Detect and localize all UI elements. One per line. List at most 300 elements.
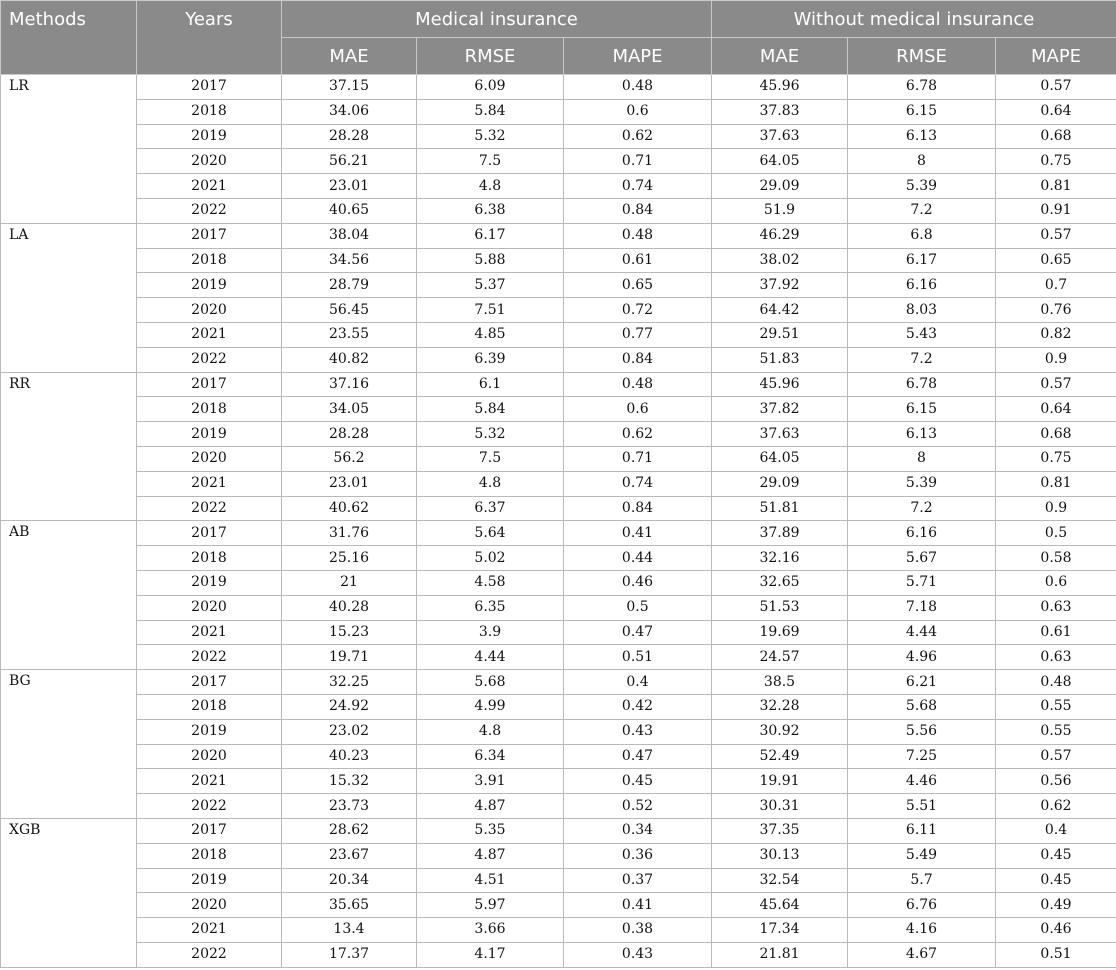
mape-without-cell: 0.57 <box>996 75 1116 100</box>
mae-medical-cell: 25.16 <box>282 546 417 571</box>
year-cell: 2020 <box>137 298 282 323</box>
mae-medical-cell: 23.73 <box>282 794 417 819</box>
mae-without-cell: 29.09 <box>712 174 848 199</box>
mae-without-cell: 38.02 <box>712 248 848 273</box>
year-cell: 2017 <box>137 818 282 843</box>
mae-medical-cell: 23.67 <box>282 843 417 868</box>
mae-medical-cell: 24.92 <box>282 694 417 719</box>
mape-medical-cell: 0.62 <box>564 124 712 149</box>
year-cell: 2019 <box>137 719 282 744</box>
mape-medical-cell: 0.84 <box>564 198 712 223</box>
rmse-medical-cell: 6.34 <box>417 744 564 769</box>
year-cell: 2022 <box>137 942 282 967</box>
mae-medical-cell: 23.02 <box>282 719 417 744</box>
method-cell: LA <box>1 223 137 372</box>
rmse-without-cell: 6.17 <box>848 248 996 273</box>
rmse-without-cell: 6.13 <box>848 124 996 149</box>
mape-medical-cell: 0.84 <box>564 496 712 521</box>
rmse-medical-cell: 4.87 <box>417 843 564 868</box>
rmse-medical-cell: 4.99 <box>417 694 564 719</box>
table-row <box>1 347 1116 372</box>
mae-without-cell: 17.34 <box>712 918 848 943</box>
table-row <box>1 868 1116 893</box>
mape-without-cell: 0.68 <box>996 124 1116 149</box>
method-cell: LR <box>1 75 137 224</box>
rmse-without-cell: 6.76 <box>848 893 996 918</box>
year-cell: 2018 <box>137 248 282 273</box>
mape-without-cell: 0.48 <box>996 670 1116 695</box>
mae-medical-cell: 40.65 <box>282 198 417 223</box>
table-row <box>1 843 1116 868</box>
method-cell: BG <box>1 670 137 819</box>
rmse-without-cell: 5.39 <box>848 471 996 496</box>
rmse-without-cell: 5.39 <box>848 174 996 199</box>
mae-medical-cell: 15.23 <box>282 620 417 645</box>
rmse-without-cell: 4.16 <box>848 918 996 943</box>
year-cell: 2019 <box>137 570 282 595</box>
rmse-medical-cell: 7.51 <box>417 298 564 323</box>
rmse-medical-cell: 4.8 <box>417 471 564 496</box>
year-cell: 2019 <box>137 868 282 893</box>
mape-without-cell: 0.46 <box>996 918 1116 943</box>
mape-without-cell: 0.55 <box>996 719 1116 744</box>
mape-without-cell: 0.75 <box>996 446 1116 471</box>
mae-medical-cell: 37.15 <box>282 75 417 100</box>
table-row <box>1 595 1116 620</box>
mape-medical-cell: 0.71 <box>564 446 712 471</box>
year-cell: 2017 <box>137 372 282 397</box>
mae-header-medical: MAE <box>282 38 417 75</box>
mae-medical-cell: 34.56 <box>282 248 417 273</box>
mae-medical-cell: 34.06 <box>282 99 417 124</box>
table-row <box>1 248 1116 273</box>
method-cell: RR <box>1 372 137 521</box>
year-cell: 2021 <box>137 471 282 496</box>
mape-without-cell: 0.57 <box>996 744 1116 769</box>
mape-without-cell: 0.76 <box>996 298 1116 323</box>
year-cell: 2021 <box>137 322 282 347</box>
mae-without-cell: 37.63 <box>712 124 848 149</box>
year-cell: 2019 <box>137 422 282 447</box>
rmse-medical-cell: 6.39 <box>417 347 564 372</box>
mape-without-cell: 0.56 <box>996 769 1116 794</box>
mae-without-cell: 51.83 <box>712 347 848 372</box>
rmse-without-cell: 7.2 <box>848 496 996 521</box>
year-cell: 2022 <box>137 198 282 223</box>
mae-without-cell: 29.51 <box>712 322 848 347</box>
mae-medical-cell: 13.4 <box>282 918 417 943</box>
mape-medical-cell: 0.44 <box>564 546 712 571</box>
mape-without-cell: 0.81 <box>996 471 1116 496</box>
mae-without-cell: 21.81 <box>712 942 848 967</box>
without-medical-insurance-header: Without medical insurance <box>712 1 1116 38</box>
year-cell: 2019 <box>137 124 282 149</box>
rmse-without-cell: 6.21 <box>848 670 996 695</box>
mae-medical-cell: 37.16 <box>282 372 417 397</box>
mae-medical-cell: 40.23 <box>282 744 417 769</box>
rmse-medical-cell: 3.66 <box>417 918 564 943</box>
year-cell: 2017 <box>137 521 282 546</box>
mape-medical-cell: 0.48 <box>564 75 712 100</box>
rmse-without-cell: 6.11 <box>848 818 996 843</box>
table-row <box>1 570 1116 595</box>
mape-medical-cell: 0.74 <box>564 471 712 496</box>
rmse-medical-cell: 7.5 <box>417 149 564 174</box>
mae-without-cell: 51.81 <box>712 496 848 521</box>
rmse-without-cell: 7.2 <box>848 347 996 372</box>
mape-medical-cell: 0.4 <box>564 670 712 695</box>
mape-without-cell: 0.64 <box>996 397 1116 422</box>
rmse-without-cell: 7.2 <box>848 198 996 223</box>
year-cell: 2018 <box>137 694 282 719</box>
mae-medical-cell: 28.62 <box>282 818 417 843</box>
rmse-without-cell: 6.16 <box>848 521 996 546</box>
table-row <box>1 149 1116 174</box>
mape-medical-cell: 0.47 <box>564 744 712 769</box>
table-row <box>1 397 1116 422</box>
mae-without-cell: 45.96 <box>712 75 848 100</box>
mape-medical-cell: 0.65 <box>564 273 712 298</box>
year-cell: 2022 <box>137 496 282 521</box>
mape-medical-cell: 0.47 <box>564 620 712 645</box>
mape-medical-cell: 0.48 <box>564 223 712 248</box>
mae-medical-cell: 23.55 <box>282 322 417 347</box>
mape-medical-cell: 0.43 <box>564 942 712 967</box>
year-cell: 2022 <box>137 347 282 372</box>
table-row <box>1 620 1116 645</box>
rmse-without-cell: 4.44 <box>848 620 996 645</box>
year-cell: 2017 <box>137 223 282 248</box>
mape-without-cell: 0.62 <box>996 794 1116 819</box>
mae-medical-cell: 17.37 <box>282 942 417 967</box>
table-row <box>1 818 1116 843</box>
table-row <box>1 75 1116 100</box>
mae-without-cell: 37.82 <box>712 397 848 422</box>
table-header <box>1 1 1116 75</box>
rmse-medical-cell: 5.02 <box>417 546 564 571</box>
rmse-without-cell: 7.25 <box>848 744 996 769</box>
rmse-medical-cell: 5.32 <box>417 124 564 149</box>
mae-medical-cell: 32.25 <box>282 670 417 695</box>
year-cell: 2017 <box>137 75 282 100</box>
table-row <box>1 446 1116 471</box>
mape-medical-cell: 0.37 <box>564 868 712 893</box>
mae-medical-cell: 23.01 <box>282 471 417 496</box>
year-cell: 2022 <box>137 794 282 819</box>
year-cell: 2021 <box>137 620 282 645</box>
mae-medical-cell: 28.28 <box>282 124 417 149</box>
mae-medical-cell: 23.01 <box>282 174 417 199</box>
mape-without-cell: 0.68 <box>996 422 1116 447</box>
rmse-without-cell: 5.71 <box>848 570 996 595</box>
mae-without-cell: 24.57 <box>712 645 848 670</box>
mape-without-cell: 0.49 <box>996 893 1116 918</box>
mape-medical-cell: 0.77 <box>564 322 712 347</box>
mae-without-cell: 37.92 <box>712 273 848 298</box>
rmse-medical-cell: 6.37 <box>417 496 564 521</box>
mae-medical-cell: 34.05 <box>282 397 417 422</box>
mape-medical-cell: 0.34 <box>564 818 712 843</box>
rmse-without-cell: 5.43 <box>848 322 996 347</box>
table-row <box>1 223 1116 248</box>
rmse-medical-cell: 4.85 <box>417 322 564 347</box>
table-row <box>1 942 1116 967</box>
years-header: Years <box>137 1 282 75</box>
rmse-without-cell: 6.78 <box>848 372 996 397</box>
mae-without-cell: 37.35 <box>712 818 848 843</box>
table-row <box>1 918 1116 943</box>
table-row <box>1 372 1116 397</box>
rmse-medical-cell: 6.09 <box>417 75 564 100</box>
mae-without-cell: 30.13 <box>712 843 848 868</box>
rmse-without-cell: 8 <box>848 149 996 174</box>
mae-without-cell: 64.42 <box>712 298 848 323</box>
mae-without-cell: 37.83 <box>712 99 848 124</box>
year-cell: 2020 <box>137 744 282 769</box>
mae-without-cell: 30.92 <box>712 719 848 744</box>
mape-without-cell: 0.91 <box>996 198 1116 223</box>
rmse-without-cell: 8.03 <box>848 298 996 323</box>
rmse-medical-cell: 3.9 <box>417 620 564 645</box>
mape-without-cell: 0.51 <box>996 942 1116 967</box>
medical-insurance-header: Medical insurance <box>282 1 712 38</box>
year-cell: 2022 <box>137 645 282 670</box>
mape-without-cell: 0.9 <box>996 347 1116 372</box>
year-cell: 2018 <box>137 99 282 124</box>
table-row <box>1 273 1116 298</box>
mape-header-without: MAPE <box>996 38 1116 75</box>
year-cell: 2021 <box>137 918 282 943</box>
table-row <box>1 298 1116 323</box>
rmse-medical-cell: 4.58 <box>417 570 564 595</box>
mape-medical-cell: 0.84 <box>564 347 712 372</box>
mae-medical-cell: 56.2 <box>282 446 417 471</box>
mae-medical-cell: 35.65 <box>282 893 417 918</box>
year-cell: 2020 <box>137 893 282 918</box>
rmse-without-cell: 6.15 <box>848 99 996 124</box>
rmse-medical-cell: 4.44 <box>417 645 564 670</box>
table-row <box>1 174 1116 199</box>
mae-without-cell: 19.91 <box>712 769 848 794</box>
rmse-medical-cell: 5.64 <box>417 521 564 546</box>
rmse-medical-cell: 5.35 <box>417 818 564 843</box>
mae-medical-cell: 31.76 <box>282 521 417 546</box>
mae-without-cell: 51.9 <box>712 198 848 223</box>
rmse-medical-cell: 5.37 <box>417 273 564 298</box>
rmse-without-cell: 6.78 <box>848 75 996 100</box>
mae-without-cell: 19.69 <box>712 620 848 645</box>
table-row <box>1 521 1116 546</box>
rmse-medical-cell: 4.87 <box>417 794 564 819</box>
year-cell: 2021 <box>137 174 282 199</box>
mape-without-cell: 0.82 <box>996 322 1116 347</box>
table-row <box>1 422 1116 447</box>
table-row <box>1 694 1116 719</box>
mae-medical-cell: 28.28 <box>282 422 417 447</box>
table-row <box>1 893 1116 918</box>
mape-without-cell: 0.5 <box>996 521 1116 546</box>
mae-medical-cell: 40.82 <box>282 347 417 372</box>
mae-medical-cell: 15.32 <box>282 769 417 794</box>
mae-medical-cell: 40.28 <box>282 595 417 620</box>
table-row <box>1 794 1116 819</box>
rmse-without-cell: 4.67 <box>848 942 996 967</box>
mape-without-cell: 0.45 <box>996 868 1116 893</box>
rmse-medical-cell: 6.1 <box>417 372 564 397</box>
year-cell: 2018 <box>137 546 282 571</box>
mae-without-cell: 32.65 <box>712 570 848 595</box>
mape-without-cell: 0.63 <box>996 595 1116 620</box>
mape-medical-cell: 0.48 <box>564 372 712 397</box>
mae-without-cell: 64.05 <box>712 149 848 174</box>
mae-medical-cell: 19.71 <box>282 645 417 670</box>
year-cell: 2018 <box>137 843 282 868</box>
mape-medical-cell: 0.6 <box>564 99 712 124</box>
mae-without-cell: 38.5 <box>712 670 848 695</box>
methods-header: Methods <box>1 1 137 75</box>
rmse-medical-cell: 6.35 <box>417 595 564 620</box>
rmse-medical-cell: 4.8 <box>417 719 564 744</box>
table-row <box>1 198 1116 223</box>
mae-without-cell: 51.53 <box>712 595 848 620</box>
mape-medical-cell: 0.36 <box>564 843 712 868</box>
mape-medical-cell: 0.6 <box>564 397 712 422</box>
rmse-medical-cell: 5.68 <box>417 670 564 695</box>
mae-without-cell: 45.64 <box>712 893 848 918</box>
mape-without-cell: 0.65 <box>996 248 1116 273</box>
rmse-without-cell: 5.56 <box>848 719 996 744</box>
rmse-without-cell: 6.8 <box>848 223 996 248</box>
mae-header-without: MAE <box>712 38 848 75</box>
mape-medical-cell: 0.46 <box>564 570 712 595</box>
rmse-without-cell: 8 <box>848 446 996 471</box>
mae-medical-cell: 56.45 <box>282 298 417 323</box>
table-row <box>1 645 1116 670</box>
mape-without-cell: 0.55 <box>996 694 1116 719</box>
table-body <box>1 75 1116 968</box>
rmse-without-cell: 6.15 <box>848 397 996 422</box>
mae-without-cell: 29.09 <box>712 471 848 496</box>
mae-without-cell: 37.63 <box>712 422 848 447</box>
rmse-medical-cell: 5.32 <box>417 422 564 447</box>
year-cell: 2021 <box>137 769 282 794</box>
mae-medical-cell: 20.34 <box>282 868 417 893</box>
mae-without-cell: 32.28 <box>712 694 848 719</box>
mape-medical-cell: 0.5 <box>564 595 712 620</box>
rmse-medical-cell: 6.38 <box>417 198 564 223</box>
rmse-without-cell: 4.96 <box>848 645 996 670</box>
rmse-medical-cell: 4.17 <box>417 942 564 967</box>
rmse-without-cell: 4.46 <box>848 769 996 794</box>
rmse-medical-cell: 5.84 <box>417 99 564 124</box>
mae-medical-cell: 21 <box>282 570 417 595</box>
rmse-without-cell: 5.51 <box>848 794 996 819</box>
table-row <box>1 546 1116 571</box>
mape-without-cell: 0.58 <box>996 546 1116 571</box>
mae-medical-cell: 40.62 <box>282 496 417 521</box>
mape-header-medical: MAPE <box>564 38 712 75</box>
year-cell: 2020 <box>137 149 282 174</box>
rmse-medical-cell: 6.17 <box>417 223 564 248</box>
mape-medical-cell: 0.41 <box>564 521 712 546</box>
mape-without-cell: 0.45 <box>996 843 1116 868</box>
mape-without-cell: 0.4 <box>996 818 1116 843</box>
mape-without-cell: 0.7 <box>996 273 1116 298</box>
mape-without-cell: 0.63 <box>996 645 1116 670</box>
mape-without-cell: 0.57 <box>996 223 1116 248</box>
rmse-medical-cell: 4.51 <box>417 868 564 893</box>
rmse-medical-cell: 5.88 <box>417 248 564 273</box>
mae-medical-cell: 56.21 <box>282 149 417 174</box>
method-cell: AB <box>1 521 137 670</box>
rmse-without-cell: 6.16 <box>848 273 996 298</box>
mae-without-cell: 64.05 <box>712 446 848 471</box>
method-cell: XGB <box>1 818 137 967</box>
rmse-medical-cell: 5.84 <box>417 397 564 422</box>
mape-medical-cell: 0.43 <box>564 719 712 744</box>
mape-medical-cell: 0.52 <box>564 794 712 819</box>
rmse-without-cell: 5.49 <box>848 843 996 868</box>
mae-without-cell: 32.16 <box>712 546 848 571</box>
mae-without-cell: 32.54 <box>712 868 848 893</box>
table-row <box>1 99 1116 124</box>
mape-medical-cell: 0.42 <box>564 694 712 719</box>
rmse-medical-cell: 5.97 <box>417 893 564 918</box>
mape-without-cell: 0.64 <box>996 99 1116 124</box>
rmse-without-cell: 5.7 <box>848 868 996 893</box>
mae-without-cell: 52.49 <box>712 744 848 769</box>
rmse-without-cell: 7.18 <box>848 595 996 620</box>
table-row <box>1 124 1116 149</box>
table-row <box>1 322 1116 347</box>
mape-medical-cell: 0.62 <box>564 422 712 447</box>
mape-medical-cell: 0.71 <box>564 149 712 174</box>
year-cell: 2020 <box>137 446 282 471</box>
table-row <box>1 471 1116 496</box>
rmse-without-cell: 5.68 <box>848 694 996 719</box>
rmse-header-without: RMSE <box>848 38 996 75</box>
rmse-without-cell: 6.13 <box>848 422 996 447</box>
table-row <box>1 670 1116 695</box>
mae-without-cell: 37.89 <box>712 521 848 546</box>
mape-medical-cell: 0.74 <box>564 174 712 199</box>
year-cell: 2020 <box>137 595 282 620</box>
mape-medical-cell: 0.41 <box>564 893 712 918</box>
table-row <box>1 496 1116 521</box>
year-cell: 2019 <box>137 273 282 298</box>
mae-without-cell: 30.31 <box>712 794 848 819</box>
rmse-medical-cell: 4.8 <box>417 174 564 199</box>
mape-without-cell: 0.61 <box>996 620 1116 645</box>
mae-medical-cell: 38.04 <box>282 223 417 248</box>
table-row <box>1 744 1116 769</box>
mape-without-cell: 0.6 <box>996 570 1116 595</box>
rmse-medical-cell: 3.91 <box>417 769 564 794</box>
mape-medical-cell: 0.45 <box>564 769 712 794</box>
mape-without-cell: 0.9 <box>996 496 1116 521</box>
year-cell: 2018 <box>137 397 282 422</box>
mape-without-cell: 0.81 <box>996 174 1116 199</box>
mae-without-cell: 45.96 <box>712 372 848 397</box>
rmse-medical-cell: 7.5 <box>417 446 564 471</box>
mae-medical-cell: 28.79 <box>282 273 417 298</box>
mape-medical-cell: 0.72 <box>564 298 712 323</box>
rmse-without-cell: 5.67 <box>848 546 996 571</box>
rmse-header-medical: RMSE <box>417 38 564 75</box>
mae-without-cell: 46.29 <box>712 223 848 248</box>
mape-without-cell: 0.75 <box>996 149 1116 174</box>
mape-medical-cell: 0.38 <box>564 918 712 943</box>
